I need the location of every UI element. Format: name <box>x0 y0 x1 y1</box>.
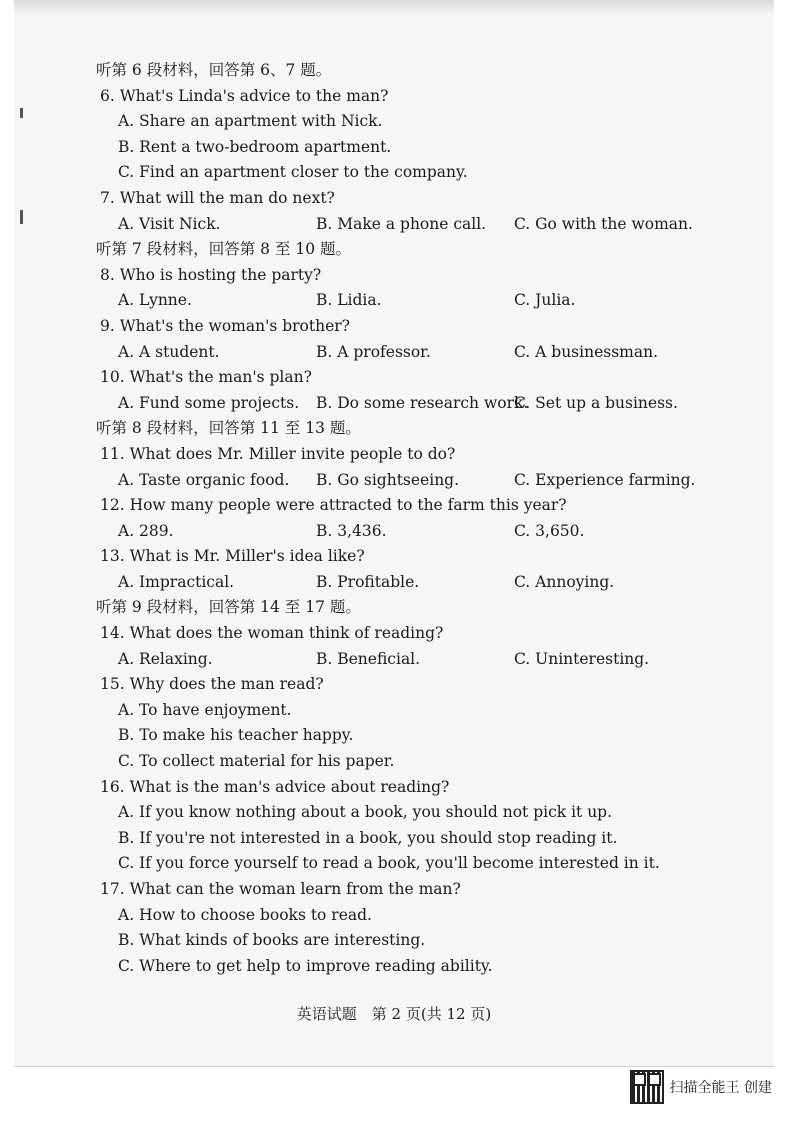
option-row <box>96 212 716 238</box>
option: C. Experience farming. <box>514 470 696 489</box>
option: C. Where to get help to improve reading ability. <box>118 956 493 975</box>
option-row <box>96 647 716 673</box>
page-footer: 英语试题 第 2 页(共 12 页) <box>296 1005 492 1023</box>
question-stem: 8. Who is hosting the party? <box>100 265 322 284</box>
question-stem: 10. What's the man's plan? <box>100 368 312 387</box>
option-row <box>96 340 716 366</box>
section-heading: 听第 9 段材料，回答第 14 至 17 题。 <box>96 598 361 617</box>
option-row <box>96 288 716 314</box>
option: C. 3,650. <box>514 521 585 540</box>
option: B. 3,436. <box>316 521 387 540</box>
question-stem: 13. What is Mr. Miller's idea like? <box>100 547 365 566</box>
option: A. If you know nothing about a book, you should not pick it up. <box>118 803 613 822</box>
option: B. A professor. <box>316 342 431 361</box>
option-row <box>96 391 716 417</box>
option: C. Find an apartment closer to the company. <box>118 163 468 182</box>
option: B. Make a phone call. <box>316 214 487 233</box>
option: C. Julia. <box>514 291 576 310</box>
option: A. Lynne. <box>118 291 192 310</box>
question-stem: 16. What is the man's advice about reading? <box>100 777 450 796</box>
option: C. A businessman. <box>514 342 659 361</box>
exam-page <box>14 0 774 1067</box>
margin-mark <box>20 108 23 118</box>
section-heading: 听第 8 段材料，回答第 11 至 13 题。 <box>96 419 361 438</box>
watermark-label: 扫描全能王 创建 <box>669 1080 772 1096</box>
option: A. Taste organic food. <box>118 470 290 489</box>
option: B. Go sightseeing. <box>316 470 460 489</box>
option: B. Profitable. <box>316 572 420 591</box>
option: C. To collect material for his paper. <box>118 752 395 771</box>
option: C. Go with the woman. <box>514 214 693 233</box>
option: C. Uninteresting. <box>514 649 650 668</box>
option: B. Beneficial. <box>316 649 421 668</box>
option: A. Fund some projects. <box>118 393 300 412</box>
option-row <box>96 519 716 545</box>
question-stem: 7. What will the man do next? <box>100 188 335 207</box>
qr-code-icon <box>630 1070 664 1104</box>
option: A. How to choose books to read. <box>118 905 372 924</box>
question-stem: 9. What's the woman's brother? <box>100 316 350 335</box>
question-list <box>96 58 716 979</box>
option-row <box>96 468 716 494</box>
option: C. If you force yourself to read a book, you'll become interested in it. <box>118 854 660 873</box>
scanner-watermark <box>630 1070 772 1104</box>
option: B. Rent a two-bedroom apartment. <box>118 137 392 156</box>
option: A. Relaxing. <box>118 649 213 668</box>
option: B. If you're not interested in a book, you should stop reading it. <box>118 828 618 847</box>
question-stem: 14. What does the woman think of reading? <box>100 624 444 643</box>
option: A. To have enjoyment. <box>118 700 292 719</box>
option: C. Annoying. <box>514 572 615 591</box>
question-stem: 12. How many people were attracted to the farm this year? <box>100 496 567 515</box>
option-row <box>96 570 716 596</box>
option: B. To make his teacher happy. <box>118 726 354 745</box>
question-stem: 6. What's Linda's advice to the man? <box>100 86 389 105</box>
margin-mark <box>20 210 23 224</box>
section-heading: 听第 6 段材料，回答第 6、7 题。 <box>96 61 332 79</box>
option: A. Impractical. <box>118 572 235 591</box>
question-stem: 17. What can the woman learn from the man? <box>100 880 461 898</box>
option: B. What kinds of books are interesting. <box>118 931 426 950</box>
question-stem: 15. Why does the man read? <box>100 675 324 694</box>
option: B. Do some research work. <box>316 393 529 412</box>
option: A. Share an apartment with Nick. <box>118 112 383 131</box>
option: A. Visit Nick. <box>118 214 221 233</box>
option: C. Set up a business. <box>514 393 678 412</box>
section-heading: 听第 7 段材料，回答第 8 至 10 题。 <box>96 240 352 259</box>
option: A. A student. <box>118 342 220 361</box>
option: B. Lidia. <box>316 291 382 310</box>
question-stem: 11. What does Mr. Miller invite people to do? <box>100 444 456 463</box>
option: A. 289. <box>118 521 174 540</box>
